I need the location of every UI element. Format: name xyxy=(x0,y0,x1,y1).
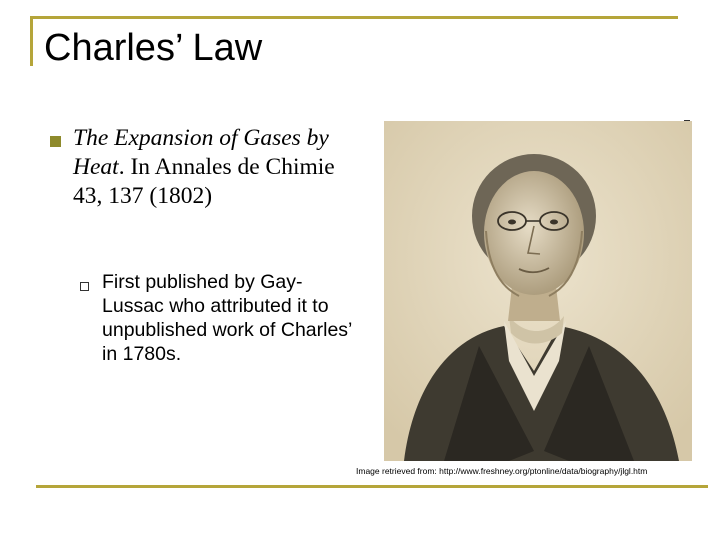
hollow-square-bullet-icon xyxy=(80,282,89,291)
slide-title: Charles’ Law xyxy=(44,27,263,69)
footer-rule xyxy=(36,485,708,488)
paper-citation: . In Annales de Chimie 43, 137 (1802) xyxy=(73,154,335,209)
title-rule-top xyxy=(30,16,678,19)
image-caption: Image retrieved from: http://www.freshney.org/ptonline/data/biography/jlgl.htm xyxy=(356,466,648,476)
filled-square-bullet-icon xyxy=(50,136,61,147)
main-bullet-text xyxy=(73,124,363,211)
sub-bullet-text: First published by Gay-Lussac who attributed it to unpublished work of Charles’ in 1780s. xyxy=(102,271,352,365)
title-rule-left xyxy=(30,16,33,66)
portrait-image xyxy=(384,121,692,461)
paper-title: The Expansion of Gases by Heat xyxy=(73,125,329,180)
